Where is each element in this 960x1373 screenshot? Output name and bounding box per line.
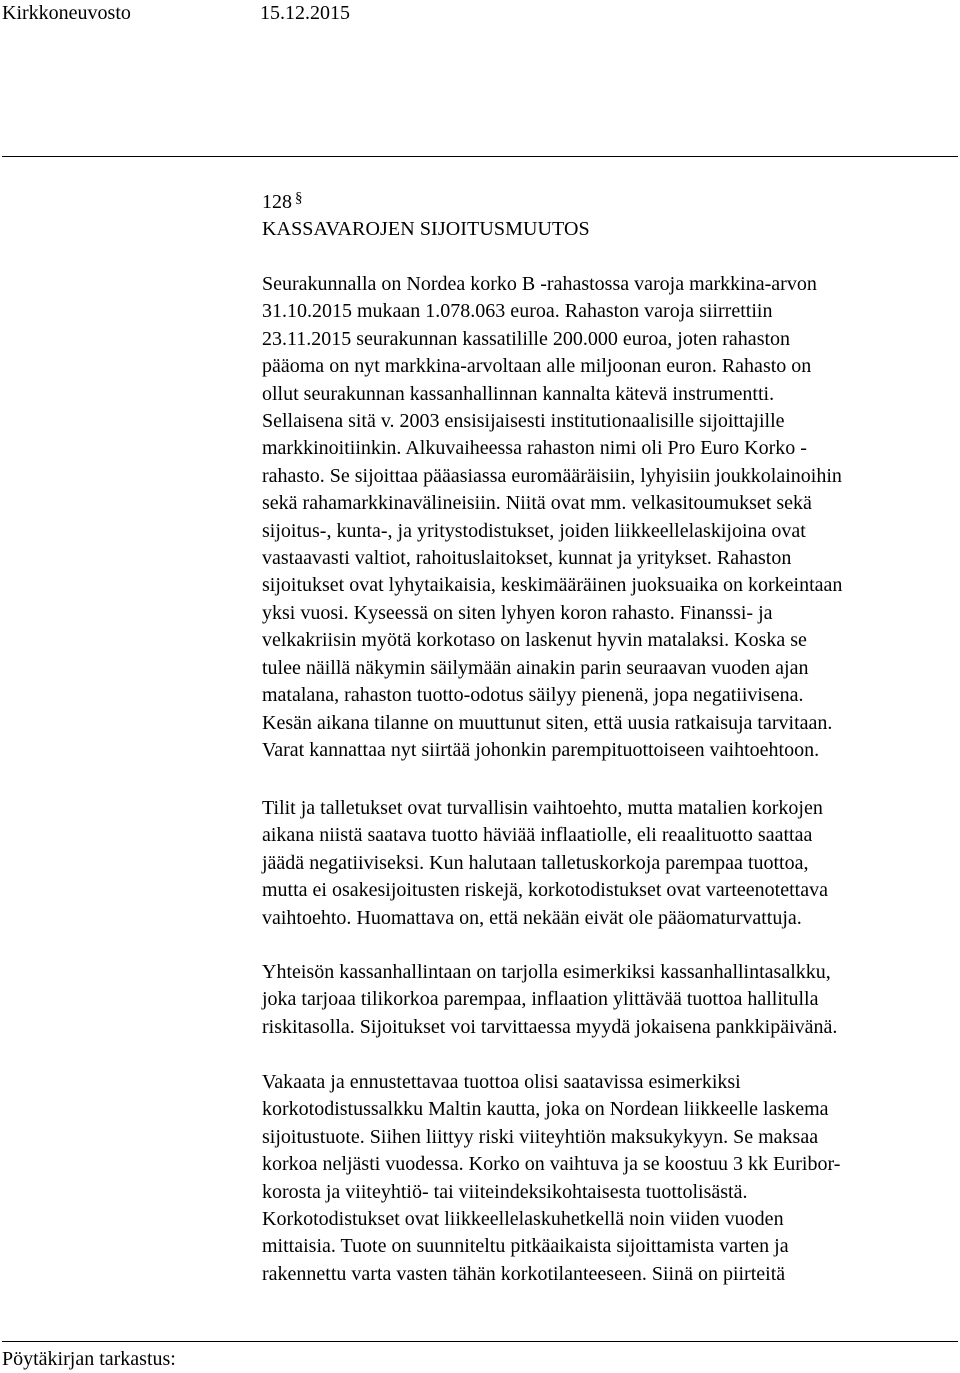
- organization-name: Kirkkoneuvosto: [2, 2, 131, 24]
- paragraph-line: sijoitukset ovat lyhytaikaisia, keskimääräinen juoksuaika on korkeintaan: [262, 574, 843, 597]
- paragraph-line: sijoitustuote. Siihen liittyy riski viiteyhtiön maksukykyyn. Se maksaa: [262, 1125, 819, 1148]
- paragraph-line: jäädä negatiiviseksi. Kun halutaan talletuskorkoja parempaa tuottoa,: [262, 851, 809, 874]
- paragraph-line: Kesän aikana tilanne on muuttunut siten, että uusia ratkaisuja tarvitaan.: [262, 711, 833, 734]
- paragraph-1: [262, 271, 958, 764]
- paragraph-3: [262, 959, 958, 1041]
- paragraph-line: vastaavasti valtiot, rahoituslaitokset, kunnat ja yritykset. Rahaston: [262, 547, 792, 570]
- paragraph-line: Seurakunnalla on Nordea korko B -rahastossa varoja markkina-arvon: [262, 273, 817, 295]
- section-sign-icon: [294, 189, 306, 205]
- paragraph-line: vaihtoehto. Huomattava on, että nekään eivät ole pääomaturvattuja.: [262, 906, 802, 929]
- footer-divider: [2, 1341, 958, 1342]
- section-number: 128: [262, 191, 292, 213]
- paragraph-line: joka tarjoaa tilikorkoa parempaa, inflaation ylittävää tuottoa hallitulla: [262, 988, 819, 1011]
- paragraph-line: aikana niistä saatava tuotto häviää inflaatiolle, eli reaalituotto saattaa: [262, 824, 813, 847]
- paragraph-2: [262, 795, 958, 932]
- paragraph-line: riskitasolla. Sijoitukset voi tarvittaessa myydä jokaisena pankkipäivänä.: [262, 1015, 838, 1038]
- svg-text:§: §: [295, 190, 303, 205]
- paragraph-line: Varat kannattaa nyt siirtää johonkin parempituottoiseen vaihtoehtoon.: [262, 738, 820, 761]
- section-number-row: [262, 188, 958, 216]
- header-divider: [2, 156, 958, 157]
- paragraph-line: korkoa neljästi vuodessa. Korko on vaihtuva ja se koostuu 3 kk Euribor-: [262, 1153, 841, 1176]
- paragraph-line: korkotodistussalkku Maltin kautta, joka on Nordean liikkeelle laskema: [262, 1098, 829, 1121]
- paragraph-line: sekä rahamarkkinavälineisiin. Niitä ovat mm. velkasitoumukset sekä: [262, 492, 812, 515]
- paragraph-line: sijoitus-, kunta-, ja yritystodistukset, joiden liikkeellelaskijoina ovat: [262, 519, 806, 542]
- paragraph-line: mutta ei osakesijoitusten riskejä, korkotodistukset ovat varteenotettava: [262, 879, 828, 902]
- paragraph-line: Sellaisena sitä v. 2003 ensisijaisesti institutionaalisille sijoittajille: [262, 410, 785, 433]
- paragraph-line: velkakriisin myötä korkotaso on laskenut hyvin matalaksi. Koska se: [262, 629, 807, 652]
- paragraph-line: rakennettu varta vasten tähän korkotilanteeseen. Siinä on piirteitä: [262, 1262, 786, 1285]
- paragraph-line: Korkotodistukset ovat liikkeellelaskuhetkellä noin viiden vuoden: [262, 1208, 784, 1231]
- footer-label: Pöytäkirjan tarkastus:: [2, 1348, 176, 1370]
- paragraph-line: korosta ja viiteyhtiö- tai viiteindeksikohtaisesta tuottolisästä.: [262, 1180, 748, 1203]
- meeting-date: 15.12.2015: [260, 2, 350, 24]
- paragraph-line: yksi vuosi. Kyseessä on siten lyhyen koron rahasto. Finanssi- ja: [262, 601, 773, 624]
- paragraph-4: [262, 1069, 958, 1288]
- paragraph-line: mittaisia. Tuote on suunniteltu pitkäaikaista sijoittamista varten ja: [262, 1235, 789, 1258]
- paragraph-line: ollut seurakunnan kassanhallinnan kannalta kätevä instrumentti.: [262, 382, 775, 405]
- paragraph-line: 31.10.2015 mukaan 1.078.063 euroa. Rahaston varoja siirrettiin: [262, 300, 773, 323]
- section-title: KASSAVAROJEN SIJOITUSMUUTOS: [262, 218, 590, 240]
- paragraph-line: Tilit ja talletukset ovat turvallisin vaihtoehto, mutta matalien korkojen: [262, 797, 823, 819]
- paragraph-line: rahasto. Se sijoittaa pääasiassa euromääräisiin, lyhyisiin joukkolainoihin: [262, 464, 842, 487]
- paragraph-line: Yhteisön kassanhallintaan on tarjolla esimerkiksi kassanhallintasalkku,: [262, 961, 831, 983]
- paragraph-line: Vakaata ja ennustettavaa tuottoa olisi saatavissa esimerkiksi: [262, 1071, 741, 1093]
- paragraph-line: matalana, rahaston tuotto-odotus säilyy pienenä, jopa negatiivisena.: [262, 684, 804, 707]
- paragraph-line: markkinoitiinkin. Alkuvaiheessa rahaston nimi oli Pro Euro Korko -: [262, 437, 807, 460]
- page-header: [0, 0, 960, 28]
- paragraph-line: 23.11.2015 seurakunnan kassatilille 200.000 euroa, joten rahaston: [262, 327, 791, 350]
- paragraph-line: tulee näillä näkymin säilymään ainakin parin seuraavan vuoden ajan: [262, 656, 809, 679]
- paragraph-line: pääoma on nyt markkina-arvoltaan alle miljoonan euron. Rahasto on: [262, 355, 812, 378]
